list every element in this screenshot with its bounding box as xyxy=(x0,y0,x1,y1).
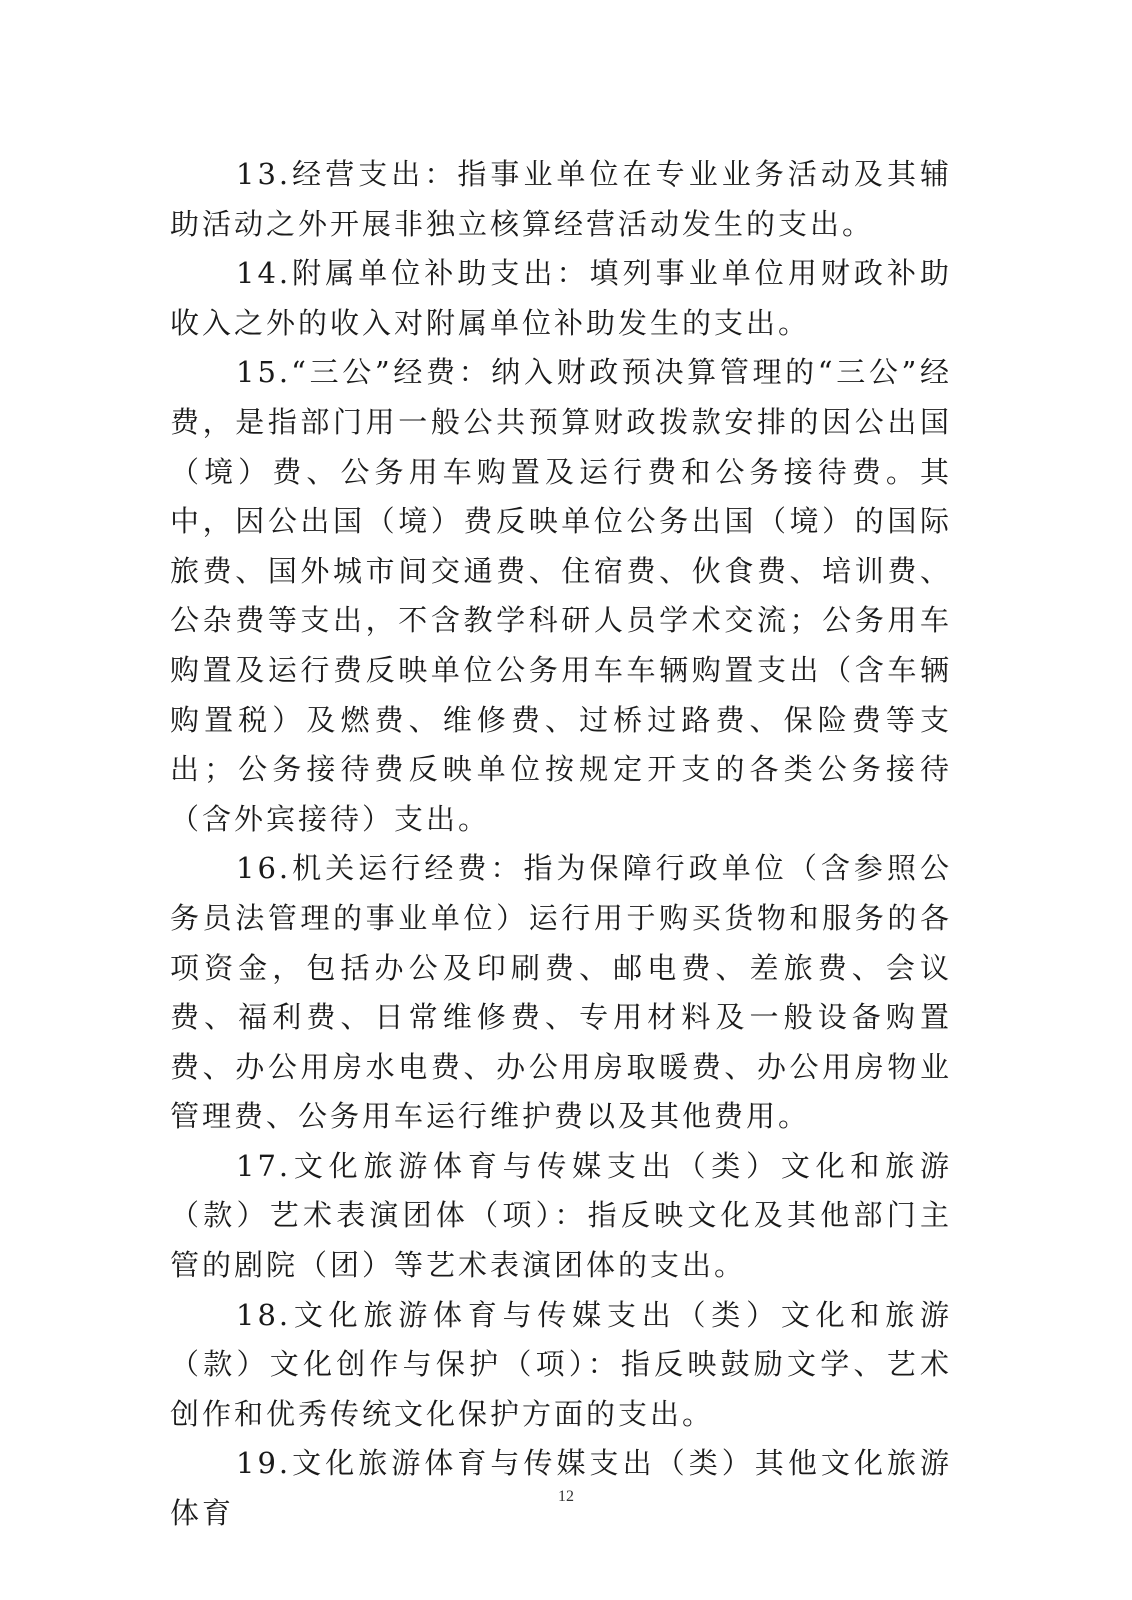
paragraph-16-agency-operating-expenses: 16.机关运行经费：指为保障行政单位（含参照公务员法管理的事业单位）运行用于购买货物和服务的各项资金，包括办公及印刷费、邮电费、差旅费、会议费、福利费、日常维修费、专用材料及一般设备购置费、办公用房水电费、办公用房取暖费、办公用房物业管理费、公务用车运行维护费以及其他费用。 xyxy=(170,851,952,1134)
paragraph-15-three-public-expenses: 15.“三公”经费：纳入财政预决算管理的“三公”经费，是指部门用一般公共预算财政拨款安排的因公出国（境）费、公务用车购置及运行费和公务接待费。其中，因公出国（境）费反映单位公务出国（境）的国际旅费、国外城市间交通费、住宿费、伙食费、培训费、公杂费等支出，不含教学科研人员学术交流；公务用车购置及运行费反映单位公务用车车辆购置支出（含车辆购置税）及燃费、维修费、过桥过路费、保险费等支出；公务接待费反映单位按规定开支的各类公务接待（含外宾接待）支出。 xyxy=(170,355,952,836)
paragraph-19-other-culture-tourism-sports: 19.文化旅游体育与传媒支出（类）其他文化旅游体育 xyxy=(170,1446,952,1531)
paragraph-13-business-expenditure: 13.经营支出：指事业单位在专业业务活动及其辅助活动之外开展非独立核算经营活动发生的支出。 xyxy=(170,157,952,241)
paragraph-14-subsidiary-unit-subsidy: 14.附属单位补助支出：填列事业单位用财政补助收入之外的收入对附属单位补助发生的支出。 xyxy=(170,256,952,340)
page-number: 12 xyxy=(558,1488,574,1505)
paragraph-18-cultural-creation-protection: 18.文化旅游体育与传媒支出（类）文化和旅游（款）文化创作与保护（项）：指反映鼓励文学、艺术创作和优秀传统文化保护方面的支出。 xyxy=(170,1297,952,1431)
document-body xyxy=(170,150,952,1539)
paragraph-17-performing-arts-groups: 17.文化旅游体育与传媒支出（类）文化和旅游（款）艺术表演团体（项）：指反映文化及其他部门主管的剧院（团）等艺术表演团体的支出。 xyxy=(170,1148,952,1283)
